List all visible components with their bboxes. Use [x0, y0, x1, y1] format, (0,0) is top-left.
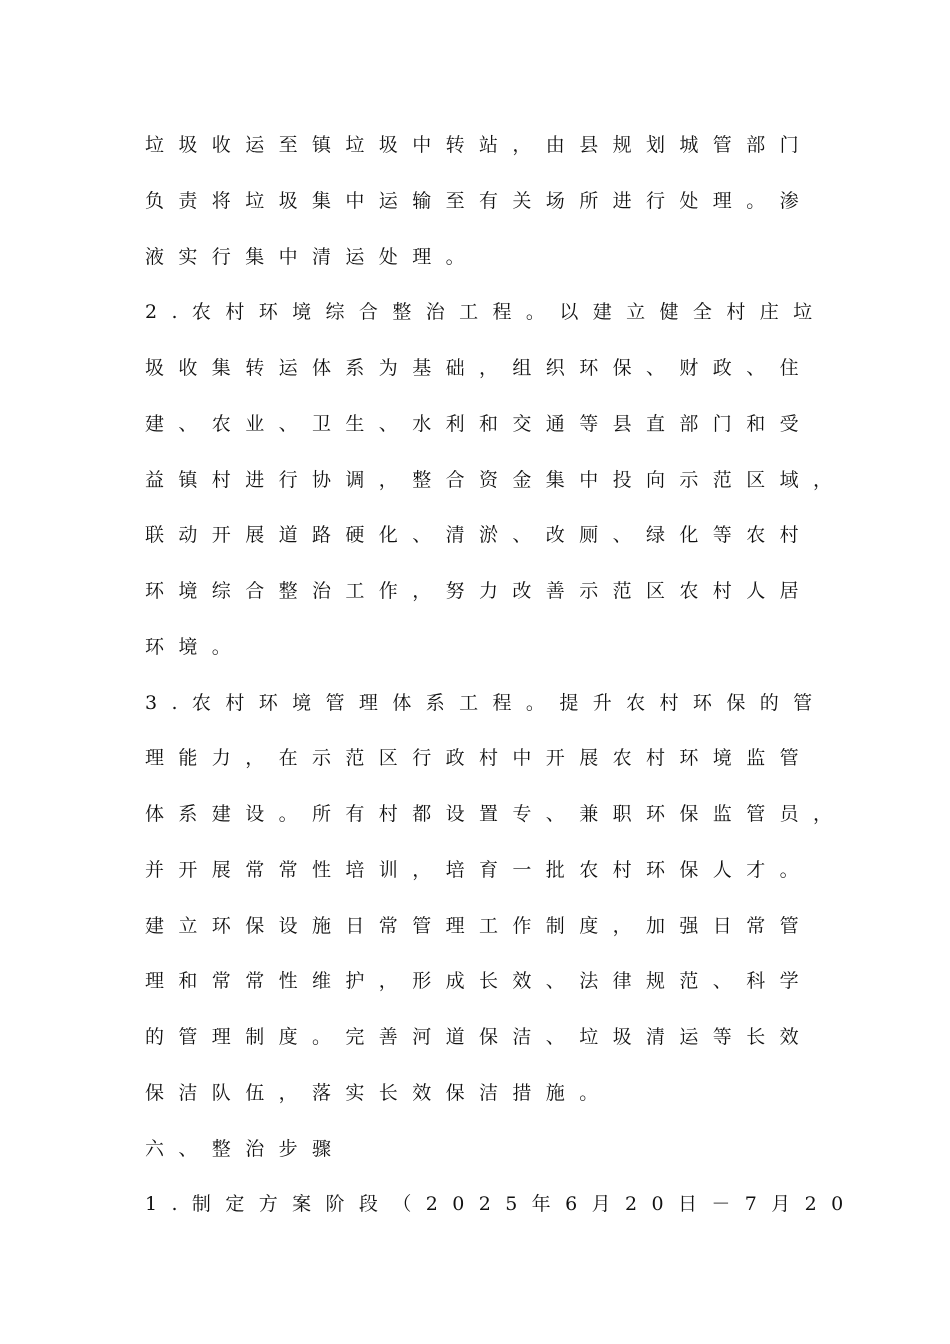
text-line: 理能力，在示范区行政村中开展农村环境监管	[145, 747, 814, 770]
text-line: 液实行集中清运处理。	[145, 245, 480, 268]
text-line: 2.农村环境综合整治工程。以建立健全村庄垃	[145, 301, 827, 324]
text-line: 益镇村进行协调，整合资金集中投向示范区域，	[145, 468, 847, 491]
text-line: 联动开展道路硬化、清淤、改厕、绿化等农村	[145, 524, 814, 547]
document-body	[145, 127, 858, 1242]
text-line: 3.农村环境管理体系工程。提升农村环保的管	[145, 691, 827, 714]
text-line: 建立环保设施日常管理工作制度，加强日常管	[145, 914, 814, 937]
text-line: 保洁队伍，落实长效保洁措施。	[145, 1081, 613, 1104]
text-line: 理和常常性维护，形成长效、法律规范、科学	[145, 970, 814, 993]
text-line: 体系建设。所有村都设置专、兼职环保监管员，	[145, 803, 847, 825]
text-line: 垃圾收运至镇垃圾中转站，由县规划城管部门	[145, 134, 814, 156]
section-heading: 六、整治步骤	[145, 1137, 346, 1160]
text-line: 建、农业、卫生、水利和交通等县直部门和受	[145, 412, 814, 435]
text-line: 圾收集转运体系为基础，组织环保、财政、住	[145, 357, 814, 379]
text-line: 环境。	[145, 635, 246, 658]
text-line: 环境综合整治工作，努力改善示范区农村人居	[145, 580, 814, 602]
text-line: 负责将垃圾集中运输至有关场所进行处理。渗	[145, 189, 814, 212]
text-line: 的管理制度。完善河道保洁、垃圾清运等长效	[145, 1026, 814, 1048]
text-line: 并开展常常性培训，培育一批农村环保人才。	[145, 858, 814, 881]
text-line: 1.制定方案阶段（2025年6月20日－7月20	[145, 1193, 858, 1216]
